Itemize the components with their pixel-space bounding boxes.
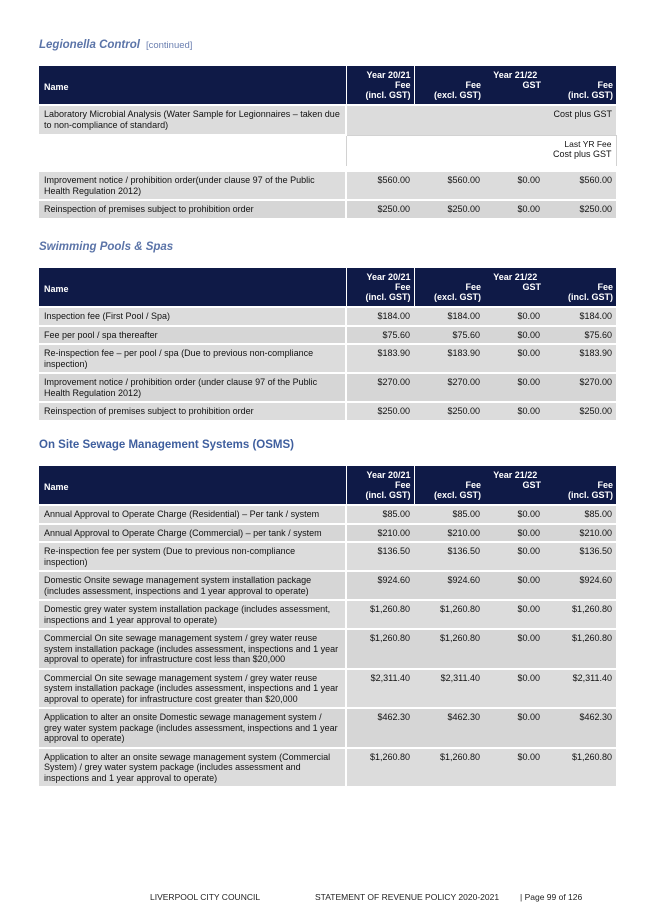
- row-fee-excl: $250.00: [414, 200, 484, 218]
- col-header-fee-prev-sub: (incl. GST): [346, 90, 414, 105]
- table-row: [39, 326, 616, 345]
- row-gst: $0.00: [484, 571, 544, 600]
- col-header-name: Name: [39, 466, 346, 505]
- row-fee-incl: $270.00: [544, 373, 616, 402]
- row-gst: $0.00: [484, 748, 544, 787]
- section-title-osms: On Site Sewage Management Systems (OSMS): [39, 439, 294, 451]
- row-fee-prev: $184.00: [346, 307, 414, 326]
- table-row: [39, 629, 616, 669]
- row-gst: $0.00: [484, 524, 544, 543]
- row-gst: $0.00: [484, 669, 544, 709]
- row-fee-excl: $250.00: [414, 402, 484, 420]
- row-fee-prev: $250.00: [346, 200, 414, 218]
- footer-page-number: | Page 99 of 126: [520, 892, 583, 902]
- row-gst: $0.00: [484, 542, 544, 571]
- row-fee-excl: $1,260.80: [414, 629, 484, 669]
- row-fee-excl: $1,260.80: [414, 600, 484, 629]
- table-row: [39, 542, 616, 571]
- row-fee-prev: $1,260.80: [346, 629, 414, 669]
- row-name: Application to alter an onsite sewage management system (Commercial System) / grey water system package (includes assessment and inspections and 1 year approval to operate): [39, 748, 346, 787]
- row-fee-incl: $1,260.80: [544, 600, 616, 629]
- section-title-pools: Swimming Pools & Spas: [39, 241, 174, 253]
- col-header-year-curr: Year 21/22: [414, 466, 616, 480]
- col-header-fee-prev-sub: (incl. GST): [346, 292, 414, 307]
- note-last-yr: Last YR Fee: [564, 138, 612, 149]
- row-fee-prev: $1,260.80: [346, 748, 414, 787]
- col-header-fee-incl: Fee: [544, 80, 616, 90]
- row-name: Commercial On site sewage management system / grey water reuse system installation package (includes assessment, inspections and 1 year approval to operate) for infrastructure cost less than $20,000: [39, 629, 346, 669]
- fee-table-osms: [39, 466, 616, 786]
- col-header-fee-prev-sub: (incl. GST): [346, 490, 414, 505]
- col-header-fee-incl: Fee: [544, 480, 616, 490]
- row-fee-prev: $2,311.40: [346, 669, 414, 709]
- row-gst: $0.00: [484, 344, 544, 373]
- col-header-year-curr: Year 21/22: [414, 268, 616, 282]
- row-fee-incl: $183.90: [544, 344, 616, 373]
- row-gst: $0.00: [484, 200, 544, 218]
- row-fee-incl: $250.00: [544, 402, 616, 420]
- row-fee-incl: $1,260.80: [544, 629, 616, 669]
- fee-table-pools: [39, 268, 616, 420]
- row-fee-incl: $462.30: [544, 708, 616, 748]
- col-header-fee-prev: Fee: [346, 282, 414, 292]
- row-gst: $0.00: [484, 708, 544, 748]
- continued-label: [continued]: [145, 40, 193, 51]
- section-title-legionella: [39, 39, 192, 51]
- row-fee-incl: $560.00: [544, 171, 616, 200]
- row-fee-excl: $210.00: [414, 524, 484, 543]
- row-name: Application to alter an onsite Domestic sewage management system / grey water system package (includes assessment, inspections and 1 year approval to operate): [39, 708, 346, 748]
- col-header-fee-excl: Fee: [414, 480, 484, 490]
- col-header-year-curr: Year 21/22: [414, 66, 616, 80]
- col-header-gst: GST: [484, 480, 544, 505]
- row-fee-prev: $183.90: [346, 344, 414, 373]
- row-name: Laboratory Microbial Analysis (Water Sample for Legionnaires – taken due to non-compliance of standard): [39, 105, 346, 135]
- row-name: Reinspection of premises subject to prohibition order: [39, 200, 346, 218]
- table-row: [39, 402, 616, 420]
- table-row: [39, 200, 616, 218]
- row-gst: $0.00: [484, 600, 544, 629]
- row-fee-incl: $2,311.40: [544, 669, 616, 709]
- row-name: Inspection fee (First Pool / Spa): [39, 307, 346, 326]
- row-fee-incl: $1,260.80: [544, 748, 616, 787]
- row-fee-prev: $210.00: [346, 524, 414, 543]
- row-fee-excl: $85.00: [414, 505, 484, 524]
- row-fee-prev: $924.60: [346, 571, 414, 600]
- row-name: Annual Approval to Operate Charge (Residential) – Per tank / system: [39, 505, 346, 524]
- row-fee-excl: $1,260.80: [414, 748, 484, 787]
- table-row: [39, 708, 616, 748]
- row-fee-excl: $462.30: [414, 708, 484, 748]
- row-gst: $0.00: [484, 171, 544, 200]
- table-row: [39, 524, 616, 543]
- row-note-box: [346, 135, 616, 168]
- row-fee-excl: $184.00: [414, 307, 484, 326]
- fee-table-legionella: [39, 66, 617, 218]
- row-name: Reinspection of premises subject to prohibition order: [39, 402, 346, 420]
- row-gst: $0.00: [484, 505, 544, 524]
- col-header-fee-excl-sub: (excl. GST): [414, 490, 484, 505]
- row-fee-incl: $75.60: [544, 326, 616, 345]
- row-name: Domestic Onsite sewage management system installation package (includes assessment, inspections and 1 year approval to operate): [39, 571, 346, 600]
- table-row: [39, 748, 616, 787]
- col-header-fee-excl: Fee: [414, 80, 484, 90]
- row-fee-prev: $560.00: [346, 171, 414, 200]
- row-fee-excl: $924.60: [414, 571, 484, 600]
- table-row: [39, 505, 616, 524]
- row-fee-incl: $136.50: [544, 542, 616, 571]
- table-row: [39, 344, 616, 373]
- row-fee-prev: $75.60: [346, 326, 414, 345]
- row-name-empty: [39, 135, 346, 168]
- col-header-fee-incl-sub: (incl. GST): [544, 90, 616, 105]
- table-row: [39, 600, 616, 629]
- row-name: Improvement notice / prohibition order (under clause 97 of the Public Health Regulation 2012): [39, 373, 346, 402]
- row-fee-excl: $560.00: [414, 171, 484, 200]
- table-row: [39, 571, 616, 600]
- row-fee-excl: $2,311.40: [414, 669, 484, 709]
- row-fee-prev: $1,260.80: [346, 600, 414, 629]
- row-gst: $0.00: [484, 402, 544, 420]
- col-header-gst: GST: [484, 282, 544, 307]
- row-note: Cost plus GST: [346, 105, 616, 135]
- row-gst: $0.00: [484, 373, 544, 402]
- table-row: [39, 307, 616, 326]
- col-header-year-prev: Year 20/21: [346, 466, 414, 480]
- section-title-text: Legionella Control: [39, 39, 140, 51]
- row-fee-incl: $250.00: [544, 200, 616, 218]
- footer-org: LIVERPOOL CITY COUNCIL: [150, 892, 261, 902]
- table-row: [39, 373, 616, 402]
- footer-doc-title: STATEMENT OF REVENUE POLICY 2020-2021: [315, 892, 500, 902]
- row-fee-incl: $924.60: [544, 571, 616, 600]
- table-row: [39, 135, 616, 168]
- row-name: Annual Approval to Operate Charge (Commercial) – per tank / system: [39, 524, 346, 543]
- col-header-year-prev: Year 20/21: [346, 268, 414, 282]
- col-header-gst: GST: [484, 80, 544, 105]
- col-header-fee-incl-sub: (incl. GST): [544, 490, 616, 505]
- row-name: Commercial On site sewage management system / grey water reuse system installation package (includes assessment, inspections and 1 year approval to operate) for infrastructure cost greater than $20,000: [39, 669, 346, 709]
- table-row: [39, 105, 616, 135]
- table-row: [39, 669, 616, 709]
- row-fee-excl: $270.00: [414, 373, 484, 402]
- col-header-fee-excl-sub: (excl. GST): [414, 90, 484, 105]
- col-header-fee-incl-sub: (incl. GST): [544, 292, 616, 307]
- row-name: Re-inspection fee per system (Due to previous non-compliance inspection): [39, 542, 346, 571]
- col-header-fee-prev: Fee: [346, 80, 414, 90]
- row-name: Fee per pool / spa thereafter: [39, 326, 346, 345]
- row-fee-excl: $136.50: [414, 542, 484, 571]
- col-header-fee-excl: Fee: [414, 282, 484, 292]
- row-fee-prev: $250.00: [346, 402, 414, 420]
- col-header-fee-excl-sub: (excl. GST): [414, 292, 484, 307]
- row-gst: $0.00: [484, 307, 544, 326]
- row-fee-incl: $210.00: [544, 524, 616, 543]
- row-fee-prev: $136.50: [346, 542, 414, 571]
- row-fee-prev: $462.30: [346, 708, 414, 748]
- col-header-year-prev: Year 20/21: [346, 66, 414, 80]
- row-name: Domestic grey water system installation package (includes assessment, inspections and 1 year approval to operate): [39, 600, 346, 629]
- row-name: Re-inspection fee – per pool / spa (Due to previous non-compliance inspection): [39, 344, 346, 373]
- row-fee-prev: $85.00: [346, 505, 414, 524]
- row-fee-incl: $85.00: [544, 505, 616, 524]
- col-header-fee-prev: Fee: [346, 480, 414, 490]
- row-fee-prev: $270.00: [346, 373, 414, 402]
- col-header-fee-incl: Fee: [544, 282, 616, 292]
- row-fee-excl: $183.90: [414, 344, 484, 373]
- row-fee-excl: $75.60: [414, 326, 484, 345]
- note-cost: Cost plus GST: [552, 149, 612, 159]
- row-name: Improvement notice / prohibition order(under clause 97 of the Public Health Regulation 2012): [39, 171, 346, 200]
- col-header-name: Name: [39, 268, 346, 307]
- table-row: [39, 171, 616, 200]
- row-gst: $0.00: [484, 629, 544, 669]
- col-header-name: Name: [39, 66, 346, 105]
- row-fee-incl: $184.00: [544, 307, 616, 326]
- row-gst: $0.00: [484, 326, 544, 345]
